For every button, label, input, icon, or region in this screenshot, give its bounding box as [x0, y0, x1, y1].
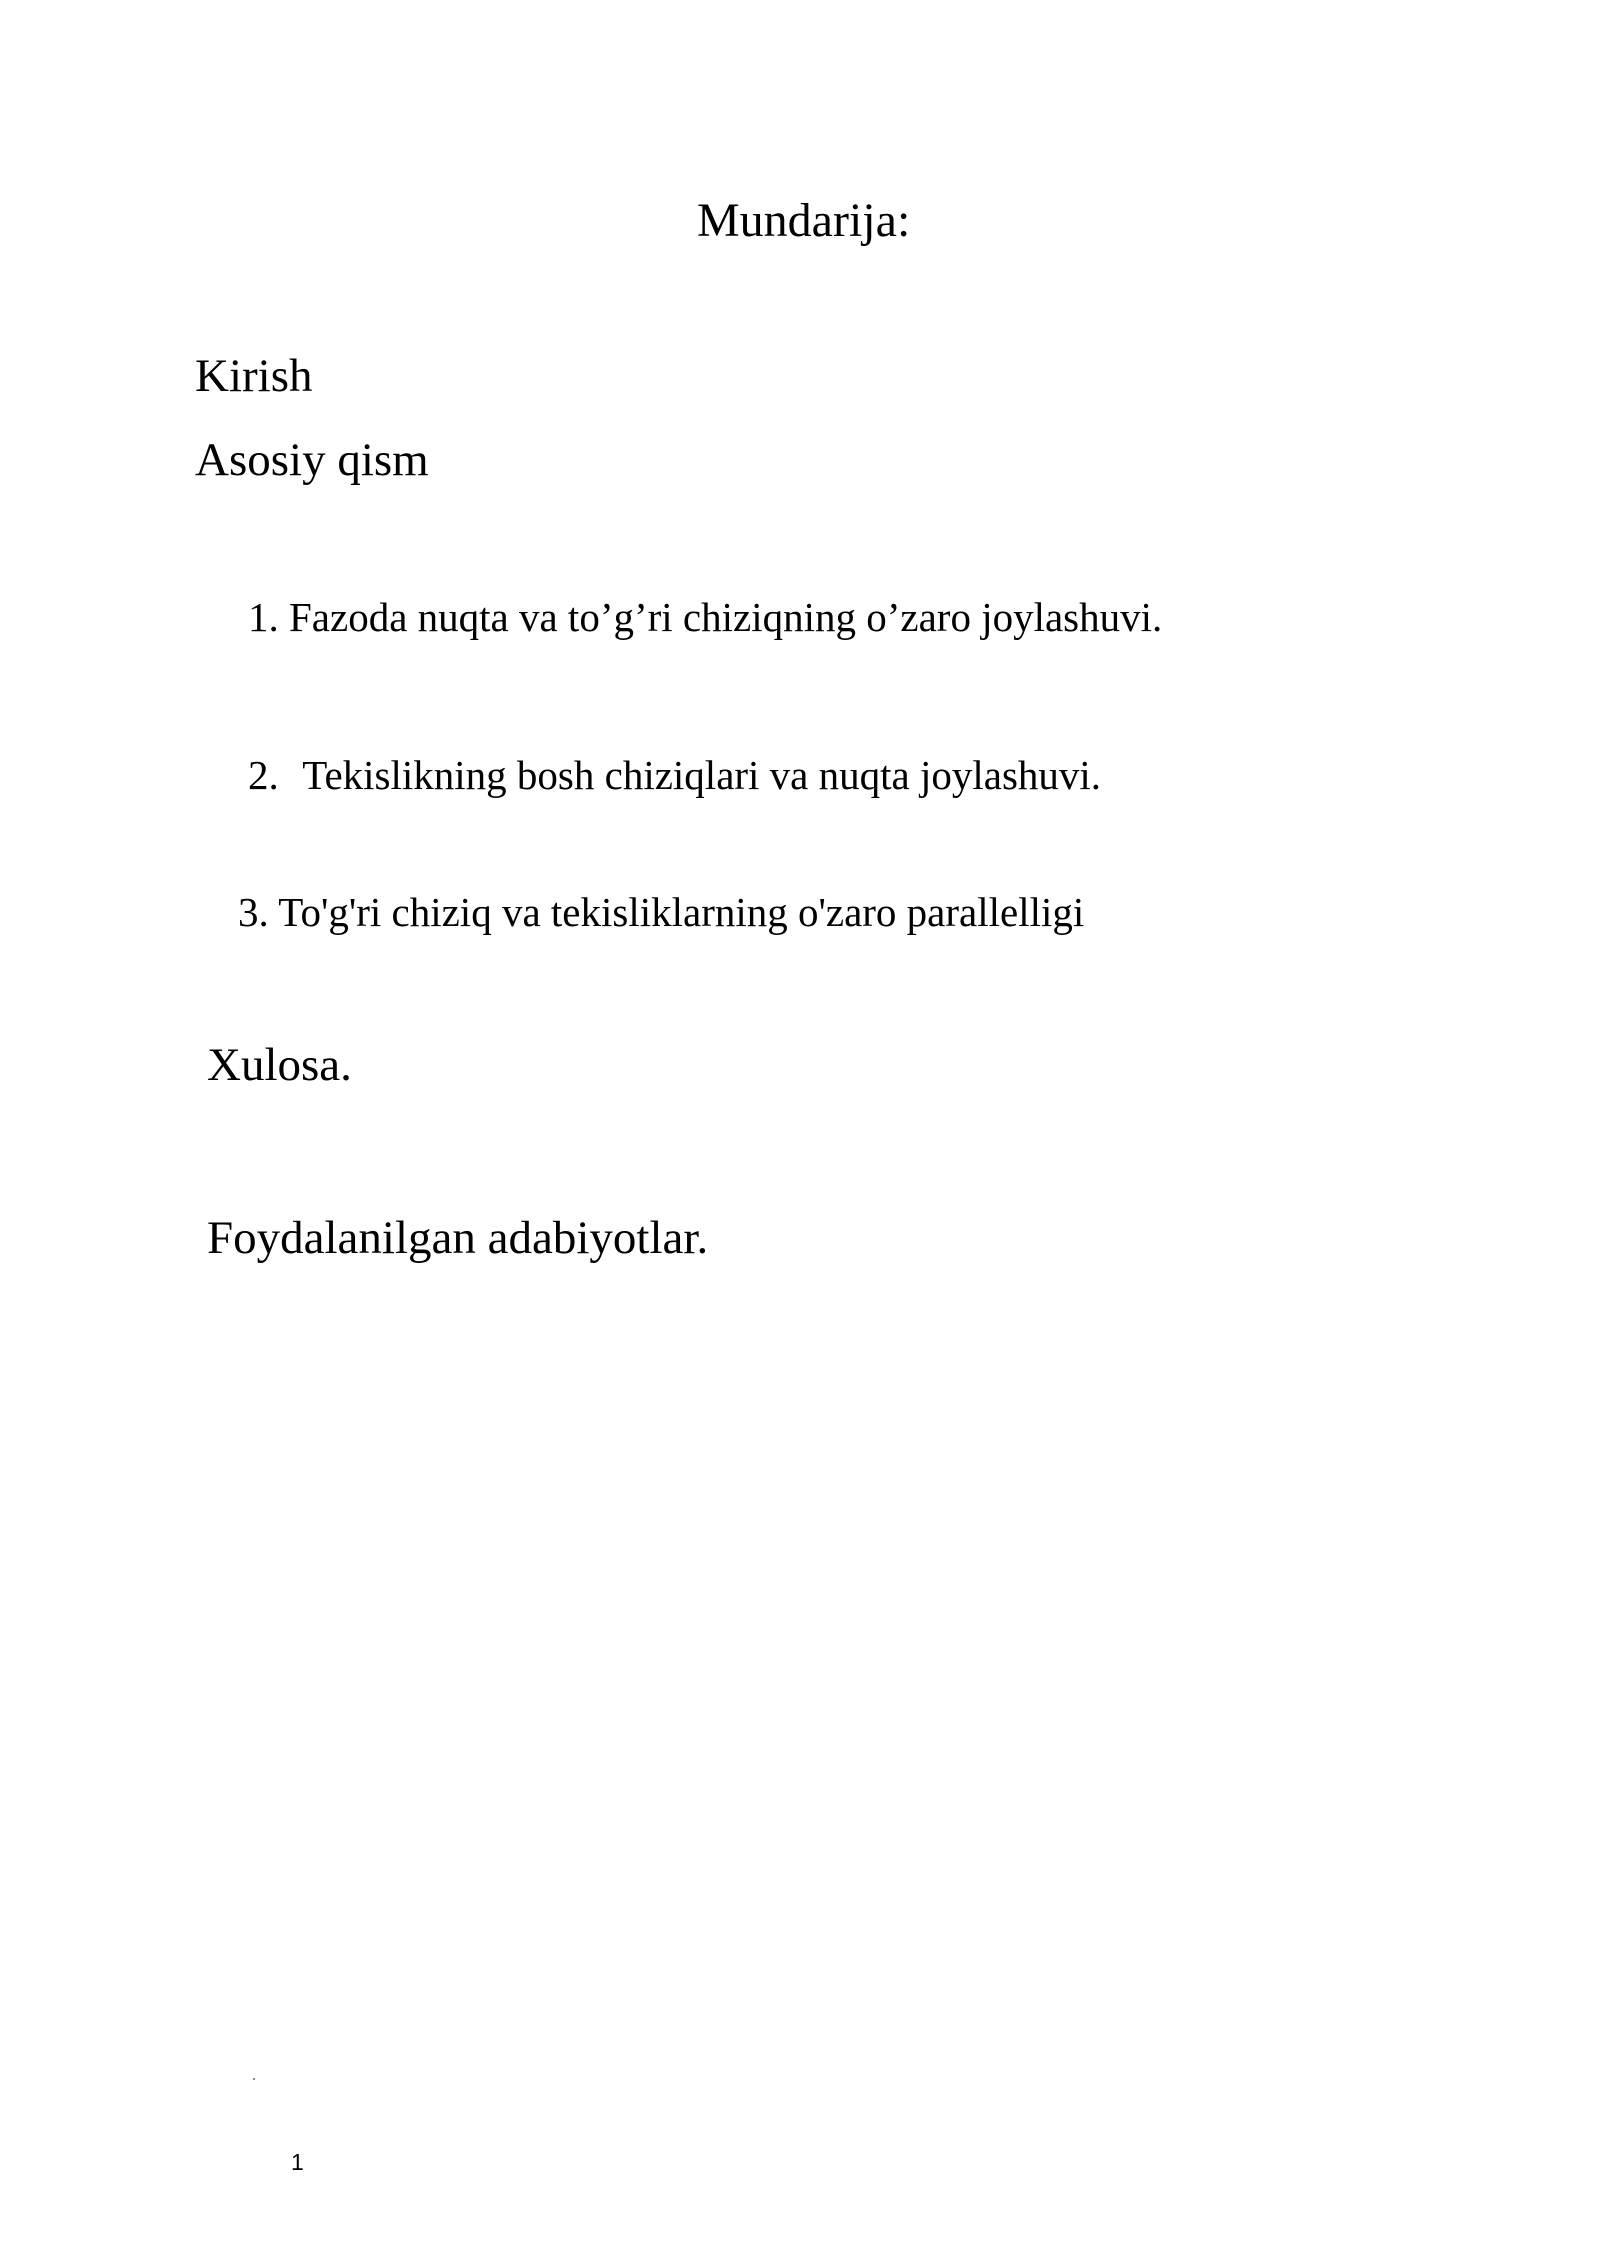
- page-number: 1: [291, 2149, 304, 2175]
- stray-mark: [253, 2078, 255, 2080]
- toc-entry-asosiy-qism: Asosiy qism: [195, 434, 429, 486]
- toc-subsection-number: 2.: [248, 752, 279, 798]
- toc-subsection-3: [238, 889, 1085, 935]
- page-title: Mundarija:: [697, 194, 911, 247]
- toc-entry-foydalanilgan-adabiyotlar: Foydalanilgan adabiyotlar.: [207, 1212, 709, 1264]
- toc-subsection-text: To'g'ri chiziq va tekisliklarning o'zaro parallelligi: [278, 889, 1085, 935]
- toc-subsection-number: 1.: [248, 594, 279, 640]
- toc-entry-kirish: Kirish: [195, 350, 313, 402]
- toc-subsection-text: Tekislikning bosh chiziqlari va nuqta joylashuvi.: [302, 752, 1102, 798]
- toc-subsection-number: 3.: [238, 889, 269, 935]
- toc-entry-xulosa: Xulosa.: [207, 1039, 352, 1091]
- toc-subsection-text: Fazoda nuqta va to’g’ri chiziqning o’zaro joylashuvi.: [289, 594, 1163, 640]
- toc-subsection-1: [248, 594, 1163, 640]
- toc-subsection-2: [248, 752, 1102, 798]
